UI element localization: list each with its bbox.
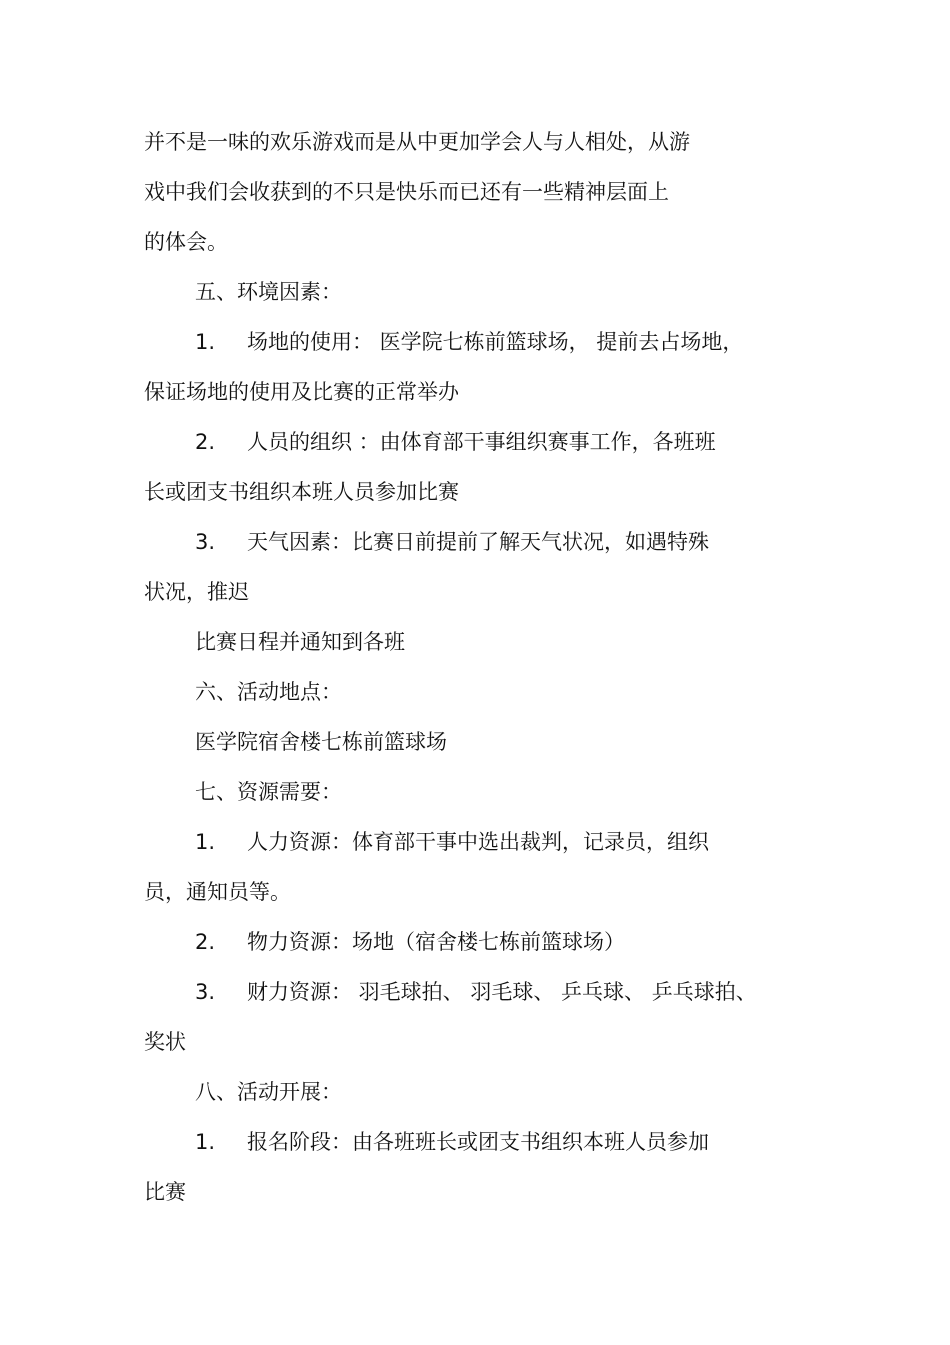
item-text: 物力资源：场地（宿舍楼七栋前篮球场） bbox=[247, 930, 625, 954]
list-item bbox=[195, 527, 709, 557]
line-text: 保证场地的使用及比赛的正常举办 bbox=[144, 380, 459, 404]
item-number: 3. bbox=[195, 980, 216, 1004]
section-heading bbox=[195, 1077, 342, 1107]
section-heading bbox=[195, 277, 342, 307]
heading-text: 五、环境因素： bbox=[195, 280, 342, 304]
line-text: 奖状 bbox=[144, 1030, 186, 1054]
item-number: 3. bbox=[195, 530, 216, 554]
item-text: 报名阶段：由各班班长或团支书组织本班人员参加 bbox=[247, 1130, 709, 1154]
item-number: 2. bbox=[195, 430, 216, 454]
line-text: 比赛日程并通知到各班 bbox=[195, 630, 405, 654]
list-item bbox=[195, 327, 743, 357]
line-text: 的体会。 bbox=[144, 230, 228, 254]
heading-text: 八、活动开展： bbox=[195, 1080, 342, 1104]
paragraph-line bbox=[144, 227, 228, 257]
line-text: 比赛 bbox=[144, 1180, 186, 1204]
section-heading bbox=[195, 677, 342, 707]
item-text: 人员的组织 ：由体育部干事组织赛事工作，各班班 bbox=[247, 430, 716, 454]
paragraph-line bbox=[144, 477, 459, 507]
paragraph-line bbox=[144, 177, 669, 207]
list-item bbox=[195, 1127, 709, 1157]
paragraph-line bbox=[144, 577, 249, 607]
heading-text: 六、活动地点： bbox=[195, 680, 342, 704]
line-text: 员，通知员等。 bbox=[144, 880, 291, 904]
item-text: 财力资源： 羽毛球拍、 羽毛球、 乒乓球、 乒乓球拍、 bbox=[247, 980, 757, 1004]
paragraph-line bbox=[144, 1177, 186, 1207]
list-item bbox=[195, 927, 625, 957]
paragraph-line bbox=[144, 877, 291, 907]
line-text: 状况，推迟 bbox=[144, 580, 249, 604]
item-number: 1. bbox=[195, 330, 216, 354]
item-text: 场地的使用： 医学院七栋前篮球场， 提前去占场地， bbox=[247, 330, 744, 354]
line-text: 并不是一味的欢乐游戏而是从中更加学会人与人相处，从游 bbox=[144, 130, 690, 154]
heading-text: 七、资源需要： bbox=[195, 780, 342, 804]
list-item bbox=[195, 827, 709, 857]
line-text: 医学院宿舍楼七栋前篮球场 bbox=[195, 730, 447, 754]
paragraph-line bbox=[195, 627, 405, 657]
paragraph-line bbox=[144, 377, 459, 407]
line-text: 长或团支书组织本班人员参加比赛 bbox=[144, 480, 459, 504]
item-number: 1. bbox=[195, 830, 216, 854]
item-number: 1. bbox=[195, 1130, 216, 1154]
list-item bbox=[195, 977, 757, 1007]
item-text: 天气因素：比赛日前提前了解天气状况，如遇特殊 bbox=[247, 530, 709, 554]
paragraph-line bbox=[195, 727, 447, 757]
list-item bbox=[195, 427, 716, 457]
paragraph-line bbox=[144, 1027, 186, 1057]
paragraph-line bbox=[144, 127, 690, 157]
line-text: 戏中我们会收获到的不只是快乐而已还有一些精神层面上 bbox=[144, 180, 669, 204]
item-number: 2. bbox=[195, 930, 216, 954]
item-text: 人力资源：体育部干事中选出裁判，记录员，组织 bbox=[247, 830, 709, 854]
section-heading bbox=[195, 777, 342, 807]
